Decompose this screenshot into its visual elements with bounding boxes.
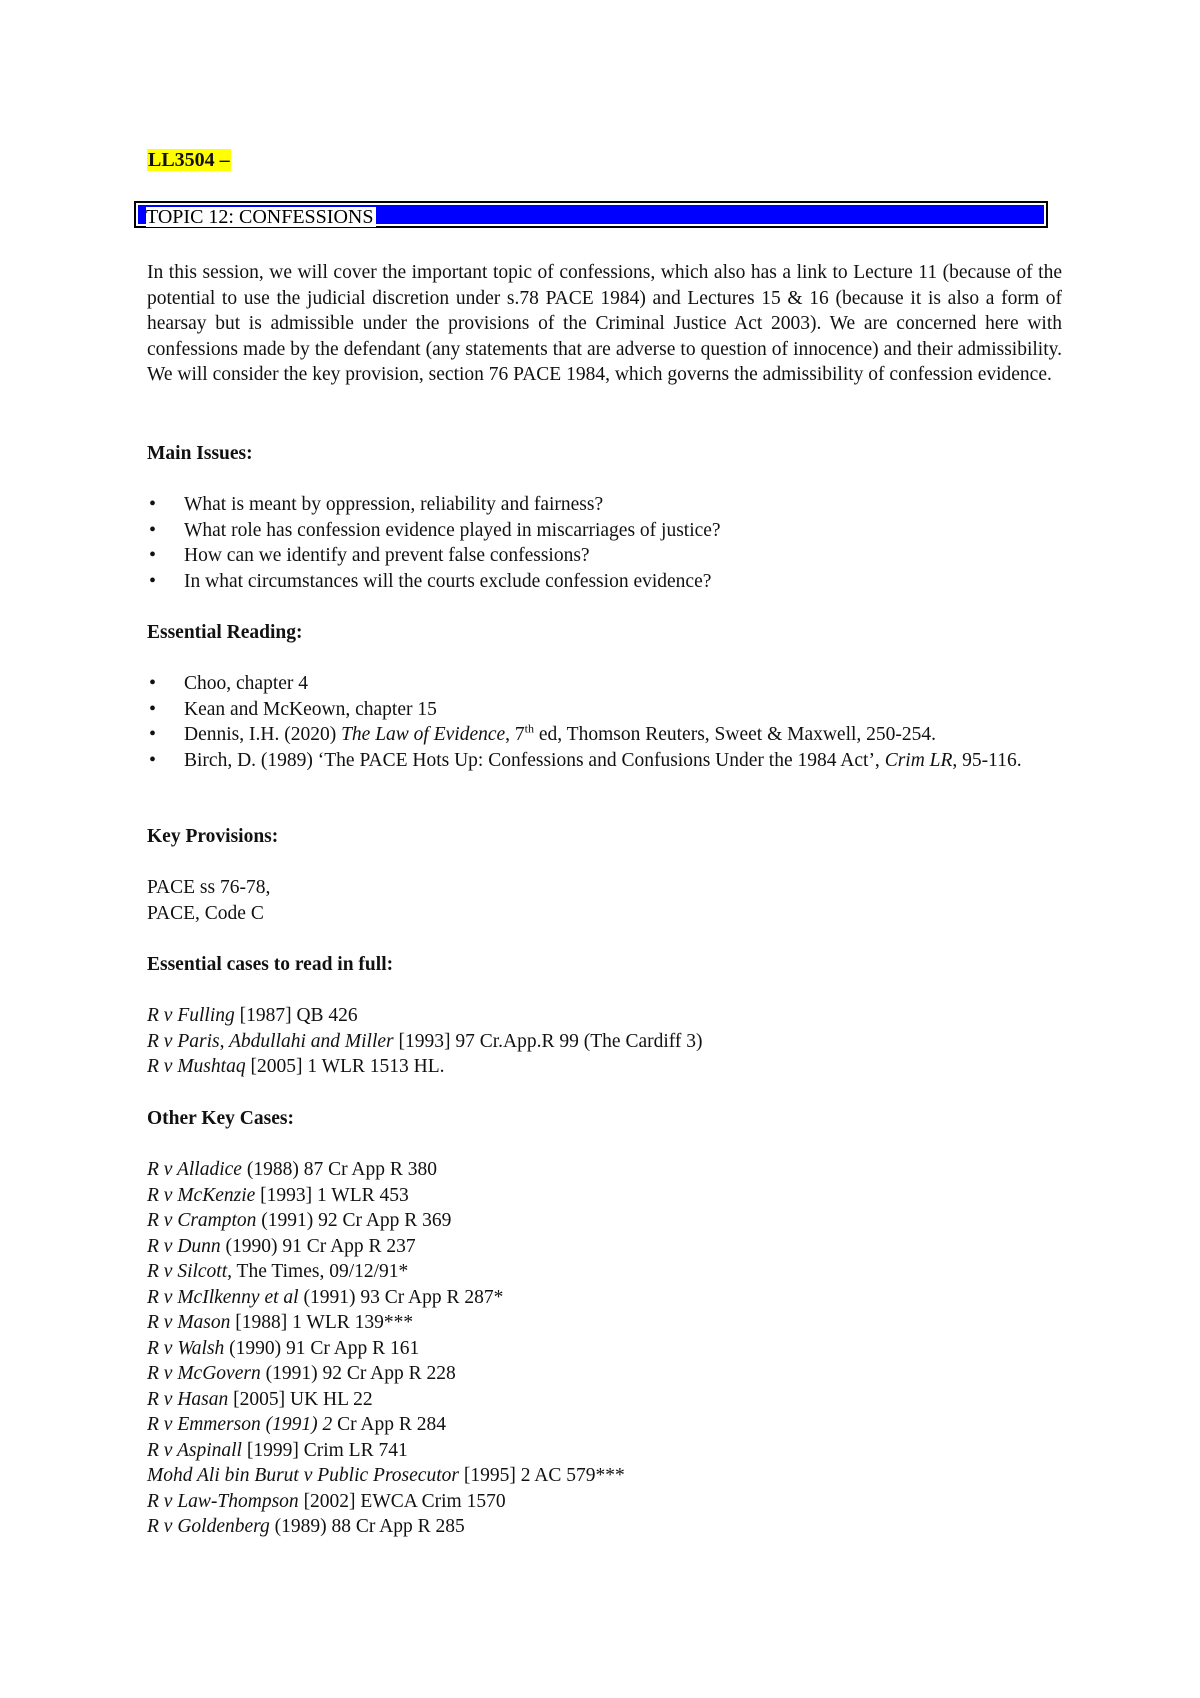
case-entry (147, 1029, 1062, 1055)
essential-reading-list (147, 671, 1062, 773)
list-item: • What is meant by oppression, reliability and fairness? (147, 492, 1062, 518)
case-entry (147, 1157, 1062, 1183)
case-name: R v Hasan (147, 1388, 229, 1410)
reading-title: The Law of Evidence (341, 724, 506, 745)
case-name: R v Goldenberg (147, 1516, 270, 1537)
case-entry (147, 1054, 1062, 1080)
case-citation: (1990) 91 Cr App R 237 (220, 1235, 416, 1257)
topic-banner-fill (138, 205, 1044, 228)
case-citation: (1989) 88 Cr App R 285 (269, 1516, 465, 1537)
case-citation: [1993] 1 WLR 453 (255, 1184, 409, 1206)
reading-article: Birch, D. (1989) ‘The PACE Hots Up: Confessions and Confusions Under the 1984 Act’, (184, 749, 885, 771)
case-name: R v Emmerson (1991) 2 (147, 1414, 333, 1435)
main-issues-list (147, 492, 1062, 594)
case-entry (147, 1234, 1062, 1260)
case-entry (147, 1463, 1062, 1489)
case-name: R v McKenzie (147, 1184, 256, 1206)
case-entry (147, 1208, 1062, 1234)
list-item: • Kean and McKeown, chapter 15 (147, 697, 1062, 723)
other-cases-list (147, 1157, 1062, 1540)
case-citation: [1987] QB 426 (234, 1005, 358, 1026)
case-entry (147, 1387, 1062, 1413)
case-citation: [2002] EWCA Crim 1570 (298, 1490, 506, 1512)
case-entry (147, 1003, 1062, 1029)
intro-paragraph: In this session, we will cover the important topic of confessions, which also has a link to Lecture 11 (because of the potential to use the judicial discretion under s.78 PACE 1984) and Lectures 15 & 16 (because it is also a form of hearsay but is admissible under the provisions of the Criminal Justice Act 2003). We are concerned here with confessions made by the defendant (any statements that are adverse to question of innocence) and their admissibility. We will consider the key provision, section 76 PACE 1984, which governs the admissibility of confession evidence. (147, 262, 1062, 385)
reading-journal: Crim LR (884, 749, 953, 771)
case-name: R v Walsh (147, 1337, 225, 1359)
case-name: R v Fulling (147, 1005, 235, 1026)
case-name: Mohd Ali bin Burut v Public Prosecutor (147, 1465, 459, 1486)
essential-cases-heading: Essential cases to read in full: (147, 954, 394, 975)
case-entry (147, 1336, 1062, 1362)
case-citation: [2005] UK HL 22 (228, 1388, 373, 1410)
list-item: • What role has confession evidence played in miscarriages of justice? (147, 518, 1062, 544)
list-item: PACE, Code C (147, 902, 264, 924)
essential-reading-heading: Essential Reading: (147, 622, 303, 643)
case-name: R v Aspinall (147, 1439, 242, 1461)
case-citation: Cr App R 284 (332, 1414, 446, 1435)
case-citation: (1991) 93 Cr App R 287* (298, 1286, 504, 1308)
case-citation: (1991) 92 Cr App R 228 (260, 1363, 456, 1384)
case-citation: [2005] 1 WLR 1513 HL. (245, 1056, 445, 1077)
case-entry (147, 1285, 1062, 1311)
essential-cases-list (147, 1003, 1062, 1080)
case-name: R v Silcott, (147, 1261, 233, 1282)
case-citation: (1988) 87 Cr App R 380 (241, 1159, 437, 1180)
case-name: R v Mushtaq (147, 1056, 246, 1077)
main-issues-heading: Main Issues: (147, 443, 253, 464)
key-provisions-heading: Key Provisions: (147, 826, 279, 847)
case-citation: (1990) 91 Cr App R 161 (224, 1337, 420, 1359)
case-entry (147, 1259, 1062, 1285)
key-provisions-list (147, 875, 1062, 926)
case-name: R v Law-Thompson (147, 1490, 299, 1512)
course-code: LL3504 – (148, 149, 230, 171)
list-item: • In what circumstances will the courts exclude confession evidence? (147, 569, 1062, 595)
case-name: R v Alladice (147, 1159, 242, 1180)
case-name: R v Crampton (147, 1210, 257, 1231)
case-name: R v McIlkenny et al (147, 1286, 299, 1308)
reading-edition-sup: th (524, 721, 534, 736)
reading-publisher: ed, Thomson Reuters, Sweet & Maxwell, 250-254. (534, 724, 937, 745)
case-name: R v Dunn (147, 1235, 221, 1257)
other-cases-heading: Other Key Cases: (147, 1108, 294, 1129)
case-name: R v Paris, Abdullahi and Miller (147, 1030, 394, 1052)
list-item: • How can we identify and prevent false confessions? (147, 543, 1062, 569)
case-entry (147, 1438, 1062, 1464)
case-name: R v McGovern (147, 1363, 261, 1384)
case-entry (147, 1489, 1062, 1515)
reading-edition: , 7 (505, 724, 525, 745)
list-item (147, 722, 1062, 748)
topic-banner (134, 201, 1048, 228)
case-citation: (1991) 92 Cr App R 369 (256, 1210, 452, 1231)
case-entry (147, 1310, 1062, 1336)
case-citation: [1988] 1 WLR 139*** (230, 1312, 414, 1333)
case-citation: The Times, 09/12/91* (232, 1261, 409, 1282)
case-entry (147, 1412, 1062, 1438)
list-item (147, 748, 1062, 774)
case-citation: [1995] 2 AC 579*** (458, 1465, 625, 1486)
topic-title: TOPIC 12: CONFESSIONS (146, 207, 376, 227)
case-citation: [1999] Crim LR 741 (241, 1439, 408, 1461)
case-citation: [1993] 97 Cr.App.R 99 (The Cardiff 3) (393, 1030, 703, 1052)
reading-author: Dennis, I.H. (2020) (184, 724, 342, 745)
reading-pages: , 95-116. (952, 749, 1022, 771)
list-item: PACE ss 76-78, (147, 877, 271, 898)
case-entry (147, 1183, 1062, 1209)
case-name: R v Mason (147, 1312, 231, 1333)
list-item: • Choo, chapter 4 (147, 671, 1062, 697)
case-entry (147, 1361, 1062, 1387)
case-entry (147, 1514, 1062, 1540)
